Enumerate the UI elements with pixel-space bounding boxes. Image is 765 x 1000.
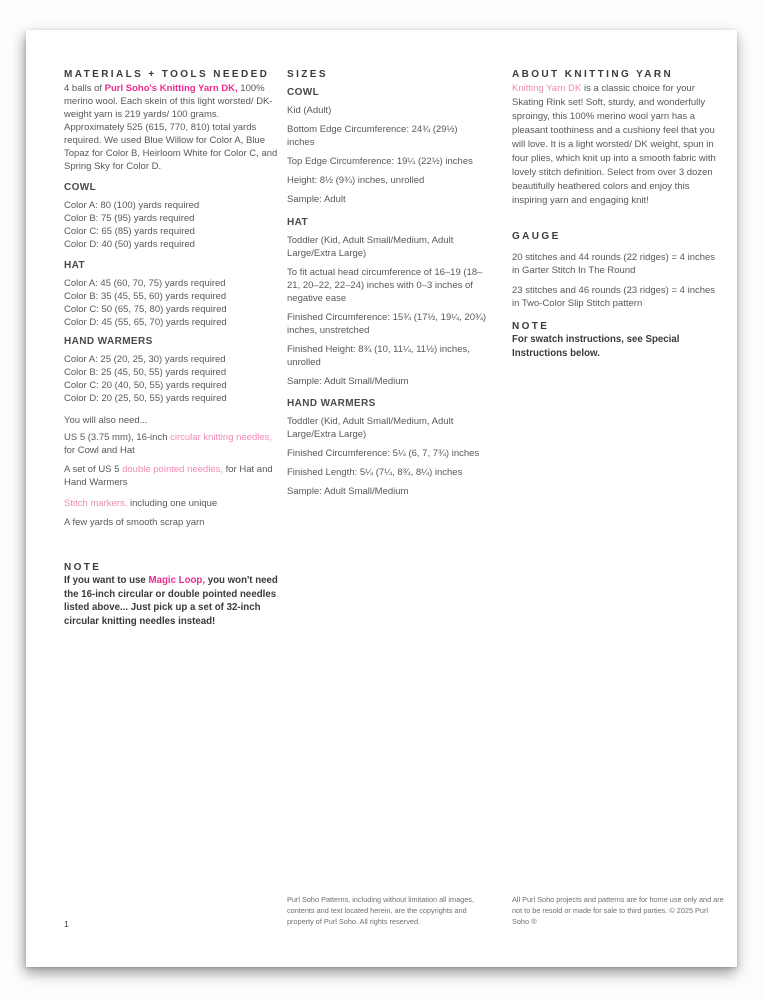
materials-note-title: NOTE — [64, 562, 102, 573]
materials-cowl-title: COWL — [64, 182, 97, 193]
circular-needles-item — [64, 431, 278, 457]
materials-handwarmers-section — [64, 335, 278, 405]
gauge-note-section — [512, 320, 718, 360]
also-need-text: You will also need... — [64, 415, 148, 426]
yarn-product-link[interactable]: Purl Soho's Knitting Yarn DK, — [104, 83, 238, 94]
magic-loop-link[interactable]: Magic Loop, — [148, 575, 206, 586]
sizes-hat-line: Finished Height: 8¾ (10, 11¼, 11½) inches, unrolled — [287, 344, 470, 368]
sizes-cowl-line: Top Edge Circumference: 19¼ (22½) inches — [287, 156, 473, 167]
dpn-item — [64, 463, 278, 489]
gauge-note-body: For swatch instructions, see Special Instructions below. — [512, 334, 680, 359]
sizes-handwarmers-line: Toddler (Kid, Adult Small/Medium, Adult Large/Extra Large) — [287, 416, 454, 440]
sizes-cowl-line: Kid (Adult) — [287, 105, 332, 116]
sizes-heading: SIZES — [287, 69, 328, 80]
handwarmers-yardage-line: Color C: 20 (40, 50, 55) yards required — [64, 380, 227, 391]
handwarmers-yardage-line: Color B: 25 (45, 50, 55) yards required — [64, 367, 227, 378]
sizes-cowl-section — [287, 86, 487, 206]
handwarmers-yardage-line: Color A: 25 (20, 25, 30) yards required — [64, 354, 226, 365]
footer-usage-terms: All Purl Soho projects and patterns are for home use only and are not to be resold or made for sale to third parties. © 2025 Purl Soho ® — [512, 895, 724, 926]
sizes-hat-title: HAT — [287, 217, 309, 228]
materials-note-section — [64, 561, 278, 628]
document-page — [26, 30, 737, 967]
materials-column — [64, 30, 278, 967]
materials-hat-section — [64, 259, 278, 329]
sizes-handwarmers-line: Sample: Adult Small/Medium — [287, 486, 409, 497]
sizes-cowl-title: COWL — [287, 87, 320, 98]
sizes-handwarmers-title: HAND WARMERS — [287, 398, 376, 409]
knitting-yarn-dk-link[interactable]: Knitting Yarn DK — [512, 83, 582, 94]
page-number: 1 — [64, 919, 69, 929]
note-post: you won't need the 16-inch circular or double pointed needles listed above... Just pick up a set of 32-inch circular knitting needles instead! — [64, 575, 278, 627]
materials-intro — [64, 82, 278, 173]
hat-yardage-line: Color D: 45 (55, 65, 70) yards required — [64, 317, 227, 328]
sizes-hat-line: Finished Circumference: 15¾ (17½, 19¼, 20¾) inches, unstretched — [287, 312, 487, 336]
sizes-hat-section — [287, 216, 487, 388]
cowl-yardage-line: Color C: 65 (85) yards required — [64, 226, 195, 237]
sizes-cowl-line: Height: 8½ (9¾) inches, unrolled — [287, 175, 425, 186]
sizes-handwarmers-section — [287, 397, 487, 498]
sizes-column — [287, 30, 487, 967]
stitch-markers-link[interactable]: Stitch markers, — [64, 498, 128, 509]
stitch-markers-item — [64, 497, 278, 510]
needle1-post: for Cowl and Hat — [64, 445, 135, 456]
gauge-line-1: 20 stitches and 44 rounds (22 ridges) = 4 inches in Garter Stitch In The Round — [512, 252, 716, 276]
materials-cowl-section — [64, 181, 278, 251]
sizes-hat-line: To fit actual head circumference of 16–19 (18–21, 20–22, 22–24) inches with 0–3 inches of negative ease — [287, 267, 483, 304]
sizes-hat-line: Sample: Adult Small/Medium — [287, 376, 409, 387]
cowl-yardage-line: Color A: 80 (100) yards required — [64, 200, 200, 211]
markers-post: including one unique — [127, 498, 218, 509]
hat-yardage-line: Color C: 50 (65, 75, 80) yards required — [64, 304, 227, 315]
sizes-handwarmers-line: Finished Circumference: 5¼ (6, 7, 7¾) inches — [287, 448, 480, 459]
cowl-yardage-line: Color D: 40 (50) yards required — [64, 239, 195, 250]
circular-needles-link[interactable]: circular knitting needles, — [170, 432, 273, 443]
sizes-handwarmers-line: Finished Length: 5¼ (7¼, 8¾, 8¼) inches — [287, 467, 463, 478]
needle2-pre: A set of US 5 — [64, 464, 123, 475]
sizes-cowl-line: Sample: Adult — [287, 194, 346, 205]
gauge-section — [512, 230, 718, 310]
footer-copyright: Purl Soho Patterns, including without limitation all images, contents and text located herein, are the copyrights and property of Purl Soho. All rights reserved. — [287, 895, 474, 926]
hat-yardage-line: Color A: 45 (60, 70, 75) yards required — [64, 278, 226, 289]
materials-intro-pre: 4 balls of — [64, 83, 105, 94]
scrap-yarn-item: A few yards of smooth scrap yarn — [64, 517, 205, 528]
gauge-note-title: NOTE — [512, 321, 550, 332]
double-pointed-needles-link[interactable]: double pointed needles, — [122, 464, 223, 475]
handwarmers-yardage-line: Color D: 20 (25, 50, 55) yards required — [64, 393, 227, 404]
materials-hat-title: HAT — [64, 260, 86, 271]
gauge-heading: GAUGE — [512, 231, 561, 242]
sizes-hat-line: Toddler (Kid, Adult Small/Medium, Adult Large/Extra Large) — [287, 235, 454, 259]
about-column — [512, 30, 718, 967]
about-post: is a classic choice for your Skating Rink set! Soft, sturdy, and wonderfully sproingy, this 100% merino wool yarn has a pleasant toothiness and a cushiony feel that you will love. It is a light worsted/ DK weight, spun in four plies, which knit up into a smooth fabric with lovely stitch definition. Select from over 3 dozen beautifully heathered colors and enjoy this inspiring yarn and engaging knit! — [512, 83, 716, 206]
materials-note-body — [64, 574, 278, 628]
gauge-line-2: 23 stitches and 46 rounds (23 ridges) = 4 inches in Two-Color Slip Stitch pattern — [512, 285, 716, 309]
sizes-cowl-line: Bottom Edge Circumference: 24¾ (29½) inches — [287, 124, 458, 148]
about-paragraph — [512, 82, 718, 208]
note-pre: If you want to use — [64, 575, 149, 586]
cowl-yardage-line: Color B: 75 (95) yards required — [64, 213, 195, 224]
hat-yardage-line: Color B: 35 (45, 55, 60) yards required — [64, 291, 227, 302]
needle1-pre: US 5 (3.75 mm), 16-inch — [64, 432, 171, 443]
about-heading: ABOUT KNITTING YARN — [512, 69, 674, 80]
materials-heading: MATERIALS + TOOLS NEEDED — [64, 69, 270, 80]
needle2-post: for Hat and Hand Warmers — [64, 464, 273, 488]
materials-handwarmers-title: HAND WARMERS — [64, 336, 153, 347]
materials-intro-post: 100% merino wool. Each skein of this light worsted/ DK-weight yarn is 219 yards/ 100 grams. Approximately 525 (615, 770, 810) total yards required. We used Blue Willow for Color A, Blue Topaz for Color B, Heirloom White for Color C, and Spring Sky for Color D. — [64, 83, 278, 172]
